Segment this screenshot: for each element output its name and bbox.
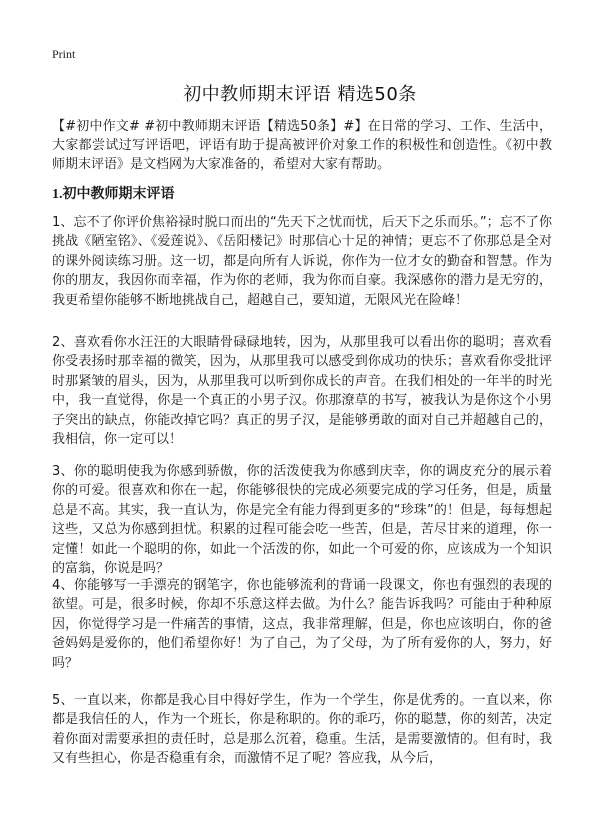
page-title: 初中教师期末评语 精选50条: [183, 84, 417, 105]
comment-paragraph-4: 4、你能够写一手漂亮的钢笔字，你也能够流利的背诵一段课文，你也有强烈的表现的欲望。可是，很多时候，你却不乐意这样去做。为什么？能告诉我吗？可能由于种种原因，你觉得学习是一件痛苦的事情，这点，我非常理解，但是，你也应该明白，你的爸爸妈妈是爱你的，他们希望你好！为了自己，为了父母，为了所有爱你的人，努力，好吗？: [52, 578, 552, 671]
comment-paragraph-1: 1、忘不了你评价焦裕禄时脱口而出的“先天下之忧而忧，后天下之乐而乐。”；忘不了你挑战《陋室铭》、《爱莲说》、《岳阳楼记》时那信心十足的神情；更忘不了你那总是全对的课外阅读练习册。这一切，都是向所有人诉说，你作为一位才女的勤奋和智慧。作为你的朋友，我因你而幸福，作为你的老师，我为你而自豪。我深感你的潜力是无穷的，我更希望你能够不断地挑战自己，超越自己，要知道，无限风光在险峰！: [52, 215, 552, 308]
comment-paragraph-2: 2、喜欢看你水汪汪的大眼睛骨碌碌地转，因为，从那里我可以看出你的聪明；喜欢看你受表扬时那幸福的微笑，因为，从那里我可以感受到你成功的快乐；喜欢看你受批评时那紧皱的眉头，因为，从那里我可以听到你成长的声音。在我们相处的一年半的时光中，我一直觉得，你是一个真正的小男子汉。你那潦草的书写，被我认为是你这个小男子突出的缺点，你能改掉它吗？真正的男子汉，是能够勇敢的面对自己并超越自己的，我相信，你一定可以！: [52, 335, 552, 448]
section-heading: 1.初中教师期末评语: [52, 187, 175, 202]
comment-paragraph-3: 3、你的聪明使我为你感到骄傲，你的活泼使我为你感到庆幸，你的调皮充分的展示着你的可爱。很喜欢和你在一起，你能够很快的完成必须要完成的学习任务，但是，质量总是不高。其实，我一直认为，你是完全有能力得到更多的“珍珠”的！但是，每每想起这些，又总为你感到担忧。积累的过程可能会吃一些苦，但是，苦尽甘来的道理，你一定懂！如此一个聪明的你，如此一个活泼的你，如此一个可爱的你，应该成为一个知识的富翁，你说是吗？: [52, 464, 552, 577]
comment-paragraph-5: 5、一直以来，你都是我心目中得好学生，作为一个学生，你是优秀的。一直以来，你都是我信任的人，作为一个班长，你是称职的。你的乖巧，你的聪慧，你的刻苦，决定着你面对需要承担的责任时，总是那么沉着，稳重。生活，是需要激情的。但有时，我又有些担心，你是否稳重有余，而激情不足了呢？答应我，从今后，: [52, 693, 552, 767]
print-link[interactable]: Print: [52, 47, 76, 61]
intro-paragraph: 【#初中作文# #初中教师期末评语【精选50条】#】在日常的学习、工作、生活中，大家都尝试过写评语吧，评语有助于提高被评价对象工作的积极性和创造性。《初中教师期末评语》是文档网为大家准备的，希望对大家有帮助。: [52, 119, 552, 172]
